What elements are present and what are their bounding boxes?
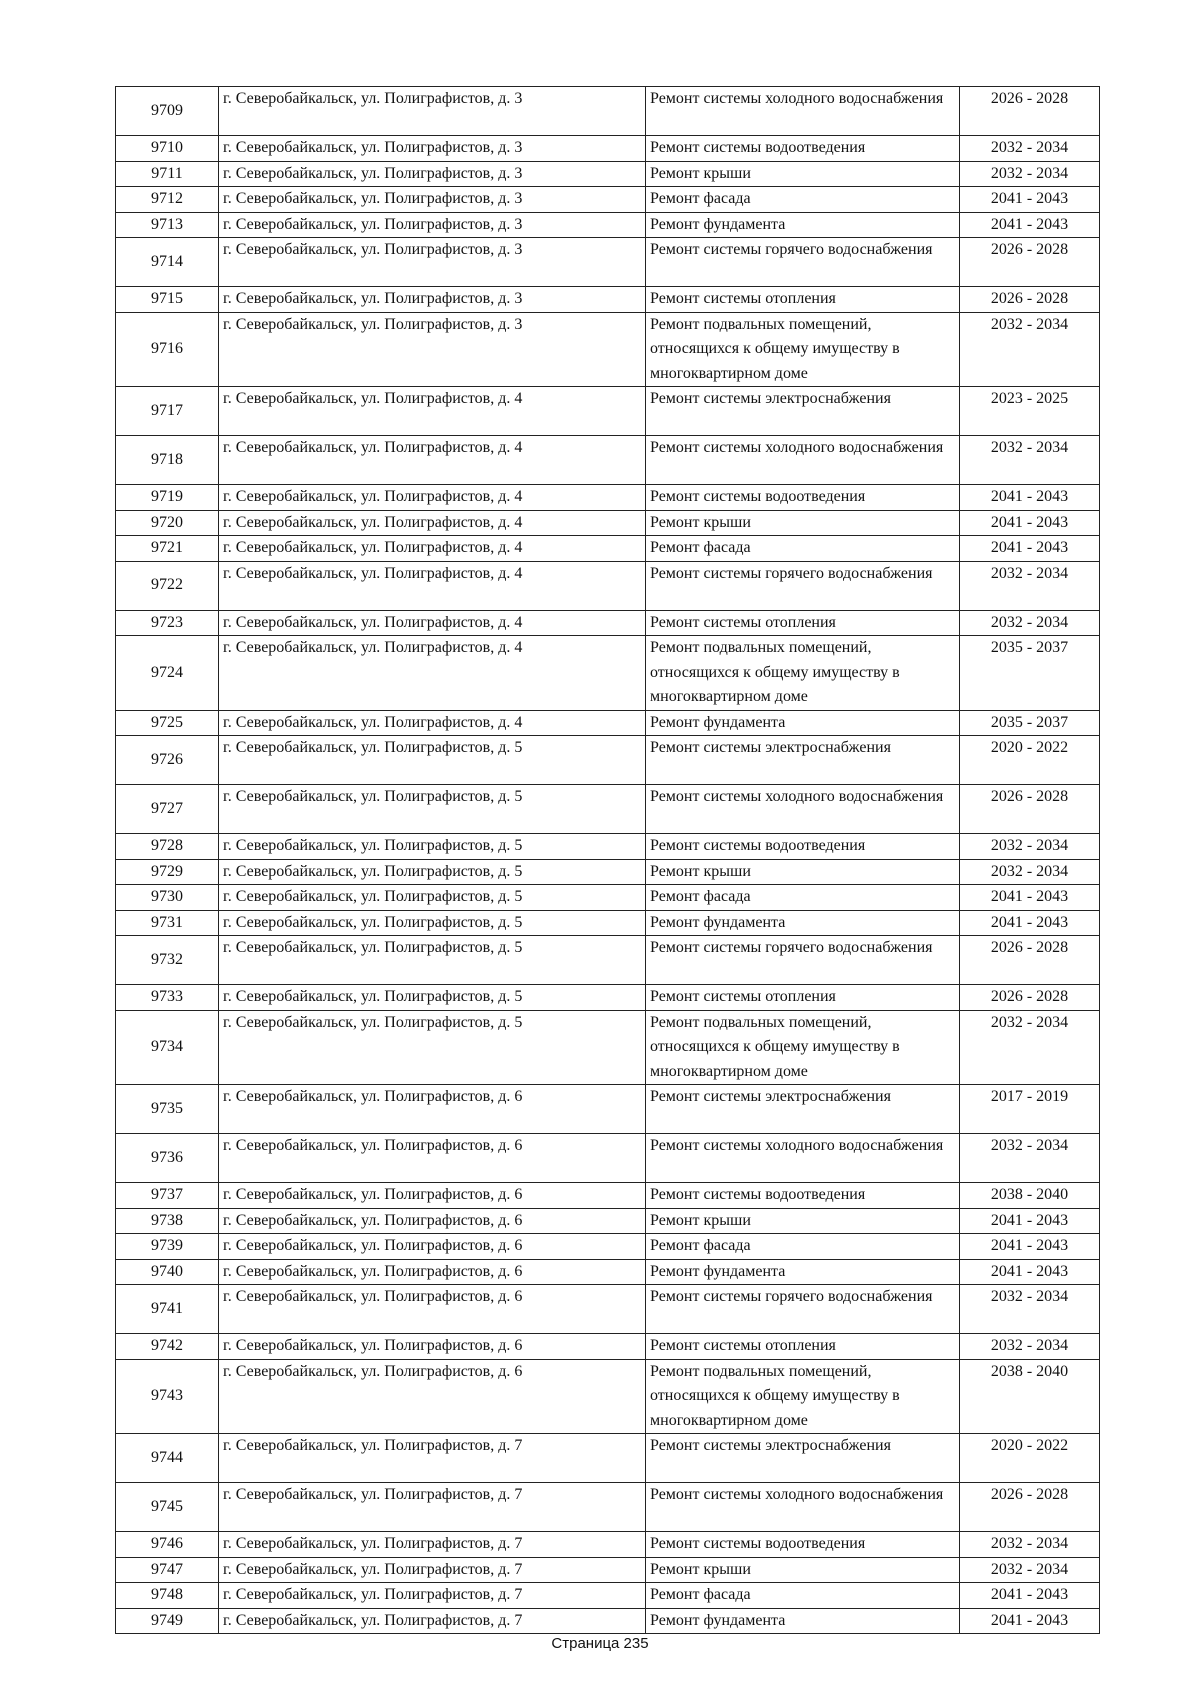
work-type-cell: Ремонт фасада xyxy=(646,1583,960,1609)
table-row xyxy=(116,1483,1100,1532)
table-row xyxy=(116,834,1100,860)
row-number-cell: 9722 xyxy=(116,561,219,610)
row-number-cell: 9717 xyxy=(116,387,219,436)
address-cell: г. Северобайкальск, ул. Полиграфистов, д. 6 xyxy=(219,1285,646,1334)
work-type-cell: Ремонт крыши xyxy=(646,161,960,187)
address-cell: г. Северобайкальск, ул. Полиграфистов, д. 4 xyxy=(219,636,646,711)
period-cell: 2032 - 2034 xyxy=(960,610,1100,636)
work-type-cell: Ремонт фундамента xyxy=(646,1259,960,1285)
table-row xyxy=(116,187,1100,213)
period-cell: 2026 - 2028 xyxy=(960,1483,1100,1532)
address-cell: г. Северобайкальск, ул. Полиграфистов, д. 3 xyxy=(219,187,646,213)
address-cell: г. Северобайкальск, ул. Полиграфистов, д. 3 xyxy=(219,136,646,162)
period-cell: 2041 - 2043 xyxy=(960,1583,1100,1609)
period-cell: 2041 - 2043 xyxy=(960,485,1100,511)
address-cell: г. Северобайкальск, ул. Полиграфистов, д. 7 xyxy=(219,1583,646,1609)
row-number-cell: 9709 xyxy=(116,87,219,136)
table-row xyxy=(116,785,1100,834)
work-type-cell: Ремонт крыши xyxy=(646,510,960,536)
table-row xyxy=(116,387,1100,436)
period-cell: 2032 - 2034 xyxy=(960,1532,1100,1558)
address-cell: г. Северобайкальск, ул. Полиграфистов, д. 4 xyxy=(219,610,646,636)
row-number-cell: 9744 xyxy=(116,1434,219,1483)
work-type-cell: Ремонт системы отопления xyxy=(646,287,960,313)
work-type-cell: Ремонт фасада xyxy=(646,187,960,213)
row-number-cell: 9738 xyxy=(116,1208,219,1234)
address-cell: г. Северобайкальск, ул. Полиграфистов, д. 7 xyxy=(219,1434,646,1483)
period-cell: 2032 - 2034 xyxy=(960,561,1100,610)
work-type-cell: Ремонт системы водоотведения xyxy=(646,485,960,511)
address-cell: г. Северобайкальск, ул. Полиграфистов, д. 7 xyxy=(219,1483,646,1532)
period-cell: 2020 - 2022 xyxy=(960,1434,1100,1483)
table-row xyxy=(116,736,1100,785)
table-row xyxy=(116,1208,1100,1234)
work-type-cell: Ремонт крыши xyxy=(646,1208,960,1234)
table-row xyxy=(116,610,1100,636)
period-cell: 2041 - 2043 xyxy=(960,1259,1100,1285)
row-number-cell: 9714 xyxy=(116,238,219,287)
period-cell: 2026 - 2028 xyxy=(960,87,1100,136)
period-cell: 2041 - 2043 xyxy=(960,212,1100,238)
work-type-cell: Ремонт фасада xyxy=(646,885,960,911)
row-number-cell: 9746 xyxy=(116,1532,219,1558)
period-cell: 2041 - 2043 xyxy=(960,510,1100,536)
row-number-cell: 9740 xyxy=(116,1259,219,1285)
row-number-cell: 9723 xyxy=(116,610,219,636)
row-number-cell: 9718 xyxy=(116,436,219,485)
work-type-cell: Ремонт системы горячего водоснабжения xyxy=(646,561,960,610)
period-cell: 2038 - 2040 xyxy=(960,1183,1100,1209)
address-cell: г. Северобайкальск, ул. Полиграфистов, д. 4 xyxy=(219,561,646,610)
table-row xyxy=(116,1134,1100,1183)
address-cell: г. Северобайкальск, ул. Полиграфистов, д. 5 xyxy=(219,834,646,860)
work-type-cell: Ремонт системы отопления xyxy=(646,1334,960,1360)
table-row xyxy=(116,1285,1100,1334)
period-cell: 2038 - 2040 xyxy=(960,1359,1100,1434)
address-cell: г. Северобайкальск, ул. Полиграфистов, д. 6 xyxy=(219,1085,646,1134)
period-cell: 2032 - 2034 xyxy=(960,834,1100,860)
table-row xyxy=(116,536,1100,562)
address-cell: г. Северобайкальск, ул. Полиграфистов, д. 5 xyxy=(219,985,646,1011)
address-cell: г. Северобайкальск, ул. Полиграфистов, д. 6 xyxy=(219,1334,646,1360)
table-row xyxy=(116,561,1100,610)
work-type-cell: Ремонт фасада xyxy=(646,1234,960,1260)
address-cell: г. Северобайкальск, ул. Полиграфистов, д. 6 xyxy=(219,1208,646,1234)
table-row xyxy=(116,136,1100,162)
period-cell: 2026 - 2028 xyxy=(960,238,1100,287)
work-type-cell: Ремонт системы отопления xyxy=(646,610,960,636)
address-cell: г. Северобайкальск, ул. Полиграфистов, д. 3 xyxy=(219,161,646,187)
row-number-cell: 9733 xyxy=(116,985,219,1011)
row-number-cell: 9743 xyxy=(116,1359,219,1434)
table-row xyxy=(116,936,1100,985)
row-number-cell: 9719 xyxy=(116,485,219,511)
address-cell: г. Северобайкальск, ул. Полиграфистов, д. 4 xyxy=(219,485,646,511)
work-type-cell: Ремонт системы электроснабжения xyxy=(646,736,960,785)
table-row xyxy=(116,1183,1100,1209)
address-cell: г. Северобайкальск, ул. Полиграфистов, д. 6 xyxy=(219,1183,646,1209)
work-type-cell: Ремонт фундамента xyxy=(646,710,960,736)
table-row xyxy=(116,1259,1100,1285)
address-cell: г. Северобайкальск, ул. Полиграфистов, д. 7 xyxy=(219,1608,646,1634)
work-type-cell: Ремонт системы электроснабжения xyxy=(646,1434,960,1483)
row-number-cell: 9730 xyxy=(116,885,219,911)
period-cell: 2032 - 2034 xyxy=(960,1557,1100,1583)
work-type-cell: Ремонт подвальных помещений, относящихся к общему имуществу в многоквартирном доме xyxy=(646,312,960,387)
period-cell: 2020 - 2022 xyxy=(960,736,1100,785)
table-row xyxy=(116,87,1100,136)
work-type-cell: Ремонт системы электроснабжения xyxy=(646,1085,960,1134)
table-row xyxy=(116,212,1100,238)
period-cell: 2041 - 2043 xyxy=(960,885,1100,911)
address-cell: г. Северобайкальск, ул. Полиграфистов, д. 3 xyxy=(219,87,646,136)
period-cell: 2026 - 2028 xyxy=(960,785,1100,834)
table-row xyxy=(116,161,1100,187)
period-cell: 2041 - 2043 xyxy=(960,187,1100,213)
address-cell: г. Северобайкальск, ул. Полиграфистов, д. 4 xyxy=(219,436,646,485)
address-cell: г. Северобайкальск, ул. Полиграфистов, д. 6 xyxy=(219,1259,646,1285)
row-number-cell: 9720 xyxy=(116,510,219,536)
table-row xyxy=(116,1359,1100,1434)
work-type-cell: Ремонт фасада xyxy=(646,536,960,562)
row-number-cell: 9742 xyxy=(116,1334,219,1360)
work-type-cell: Ремонт системы холодного водоснабжения xyxy=(646,87,960,136)
row-number-cell: 9725 xyxy=(116,710,219,736)
work-type-cell: Ремонт фундамента xyxy=(646,910,960,936)
row-number-cell: 9739 xyxy=(116,1234,219,1260)
address-cell: г. Северобайкальск, ул. Полиграфистов, д. 6 xyxy=(219,1134,646,1183)
table-row xyxy=(116,1434,1100,1483)
period-cell: 2035 - 2037 xyxy=(960,710,1100,736)
period-cell: 2041 - 2043 xyxy=(960,536,1100,562)
period-cell: 2032 - 2034 xyxy=(960,136,1100,162)
address-cell: г. Северобайкальск, ул. Полиграфистов, д. 4 xyxy=(219,536,646,562)
row-number-cell: 9737 xyxy=(116,1183,219,1209)
table-row xyxy=(116,636,1100,711)
row-number-cell: 9747 xyxy=(116,1557,219,1583)
work-type-cell: Ремонт подвальных помещений, относящихся к общему имуществу в многоквартирном доме xyxy=(646,1359,960,1434)
work-type-cell: Ремонт крыши xyxy=(646,1557,960,1583)
period-cell: 2035 - 2037 xyxy=(960,636,1100,711)
table-row xyxy=(116,287,1100,313)
work-type-cell: Ремонт системы отопления xyxy=(646,985,960,1011)
row-number-cell: 9741 xyxy=(116,1285,219,1334)
address-cell: г. Северобайкальск, ул. Полиграфистов, д. 5 xyxy=(219,936,646,985)
row-number-cell: 9712 xyxy=(116,187,219,213)
work-type-cell: Ремонт подвальных помещений, относящихся к общему имуществу в многоквартирном доме xyxy=(646,1010,960,1085)
row-number-cell: 9748 xyxy=(116,1583,219,1609)
row-number-cell: 9734 xyxy=(116,1010,219,1085)
page-number: Страница 235 xyxy=(551,1635,649,1652)
work-type-cell: Ремонт системы водоотведения xyxy=(646,1183,960,1209)
row-number-cell: 9731 xyxy=(116,910,219,936)
work-type-cell: Ремонт подвальных помещений, относящихся к общему имуществу в многоквартирном доме xyxy=(646,636,960,711)
row-number-cell: 9713 xyxy=(116,212,219,238)
row-number-cell: 9735 xyxy=(116,1085,219,1134)
table-row xyxy=(116,436,1100,485)
work-type-cell: Ремонт системы холодного водоснабжения xyxy=(646,785,960,834)
work-type-cell: Ремонт системы горячего водоснабжения xyxy=(646,1285,960,1334)
table-row xyxy=(116,1085,1100,1134)
table-row xyxy=(116,1608,1100,1634)
table-row xyxy=(116,485,1100,511)
row-number-cell: 9726 xyxy=(116,736,219,785)
work-type-cell: Ремонт системы холодного водоснабжения xyxy=(646,1134,960,1183)
table-row xyxy=(116,710,1100,736)
address-cell: г. Северобайкальск, ул. Полиграфистов, д. 4 xyxy=(219,387,646,436)
row-number-cell: 9721 xyxy=(116,536,219,562)
period-cell: 2032 - 2034 xyxy=(960,1134,1100,1183)
registry-table xyxy=(115,86,1100,1634)
address-cell: г. Северобайкальск, ул. Полиграфистов, д. 3 xyxy=(219,312,646,387)
period-cell: 2032 - 2034 xyxy=(960,1010,1100,1085)
table-row xyxy=(116,312,1100,387)
row-number-cell: 9749 xyxy=(116,1608,219,1634)
work-type-cell: Ремонт системы горячего водоснабжения xyxy=(646,238,960,287)
address-cell: г. Северобайкальск, ул. Полиграфистов, д. 6 xyxy=(219,1359,646,1434)
period-cell: 2026 - 2028 xyxy=(960,936,1100,985)
work-type-cell: Ремонт фундамента xyxy=(646,1608,960,1634)
table-row xyxy=(116,1557,1100,1583)
period-cell: 2041 - 2043 xyxy=(960,1208,1100,1234)
row-number-cell: 9732 xyxy=(116,936,219,985)
table-row xyxy=(116,910,1100,936)
row-number-cell: 9729 xyxy=(116,859,219,885)
table-row xyxy=(116,238,1100,287)
address-cell: г. Северобайкальск, ул. Полиграфистов, д. 3 xyxy=(219,287,646,313)
work-type-cell: Ремонт системы электроснабжения xyxy=(646,387,960,436)
row-number-cell: 9724 xyxy=(116,636,219,711)
period-cell: 2032 - 2034 xyxy=(960,312,1100,387)
address-cell: г. Северобайкальск, ул. Полиграфистов, д. 5 xyxy=(219,785,646,834)
period-cell: 2041 - 2043 xyxy=(960,1234,1100,1260)
period-cell: 2026 - 2028 xyxy=(960,287,1100,313)
period-cell: 2032 - 2034 xyxy=(960,436,1100,485)
registry-table-body xyxy=(116,87,1100,1634)
table-row xyxy=(116,1234,1100,1260)
table-row xyxy=(116,885,1100,911)
work-type-cell: Ремонт системы водоотведения xyxy=(646,834,960,860)
address-cell: г. Северобайкальск, ул. Полиграфистов, д. 4 xyxy=(219,710,646,736)
period-cell: 2017 - 2019 xyxy=(960,1085,1100,1134)
work-type-cell: Ремонт системы водоотведения xyxy=(646,136,960,162)
address-cell: г. Северобайкальск, ул. Полиграфистов, д. 3 xyxy=(219,212,646,238)
table-row xyxy=(116,1583,1100,1609)
table-row xyxy=(116,985,1100,1011)
table-row xyxy=(116,1532,1100,1558)
table-row xyxy=(116,859,1100,885)
period-cell: 2032 - 2034 xyxy=(960,1285,1100,1334)
address-cell: г. Северобайкальск, ул. Полиграфистов, д. 6 xyxy=(219,1234,646,1260)
work-type-cell: Ремонт системы холодного водоснабжения xyxy=(646,436,960,485)
row-number-cell: 9715 xyxy=(116,287,219,313)
address-cell: г. Северобайкальск, ул. Полиграфистов, д. 5 xyxy=(219,1010,646,1085)
address-cell: г. Северобайкальск, ул. Полиграфистов, д. 5 xyxy=(219,910,646,936)
row-number-cell: 9736 xyxy=(116,1134,219,1183)
row-number-cell: 9728 xyxy=(116,834,219,860)
address-cell: г. Северобайкальск, ул. Полиграфистов, д. 5 xyxy=(219,736,646,785)
work-type-cell: Ремонт системы водоотведения xyxy=(646,1532,960,1558)
row-number-cell: 9716 xyxy=(116,312,219,387)
address-cell: г. Северобайкальск, ул. Полиграфистов, д. 3 xyxy=(219,238,646,287)
work-type-cell: Ремонт крыши xyxy=(646,859,960,885)
table-row xyxy=(116,510,1100,536)
table-row xyxy=(116,1010,1100,1085)
period-cell: 2032 - 2034 xyxy=(960,859,1100,885)
work-type-cell: Ремонт фундамента xyxy=(646,212,960,238)
period-cell: 2041 - 2043 xyxy=(960,910,1100,936)
period-cell: 2026 - 2028 xyxy=(960,985,1100,1011)
period-cell: 2023 - 2025 xyxy=(960,387,1100,436)
address-cell: г. Северобайкальск, ул. Полиграфистов, д. 7 xyxy=(219,1557,646,1583)
row-number-cell: 9727 xyxy=(116,785,219,834)
address-cell: г. Северобайкальск, ул. Полиграфистов, д. 4 xyxy=(219,510,646,536)
work-type-cell: Ремонт системы горячего водоснабжения xyxy=(646,936,960,985)
period-cell: 2032 - 2034 xyxy=(960,161,1100,187)
table-row xyxy=(116,1334,1100,1360)
period-cell: 2032 - 2034 xyxy=(960,1334,1100,1360)
period-cell: 2041 - 2043 xyxy=(960,1608,1100,1634)
address-cell: г. Северобайкальск, ул. Полиграфистов, д. 5 xyxy=(219,859,646,885)
address-cell: г. Северобайкальск, ул. Полиграфистов, д. 5 xyxy=(219,885,646,911)
row-number-cell: 9711 xyxy=(116,161,219,187)
row-number-cell: 9710 xyxy=(116,136,219,162)
row-number-cell: 9745 xyxy=(116,1483,219,1532)
work-type-cell: Ремонт системы холодного водоснабжения xyxy=(646,1483,960,1532)
address-cell: г. Северобайкальск, ул. Полиграфистов, д. 7 xyxy=(219,1532,646,1558)
